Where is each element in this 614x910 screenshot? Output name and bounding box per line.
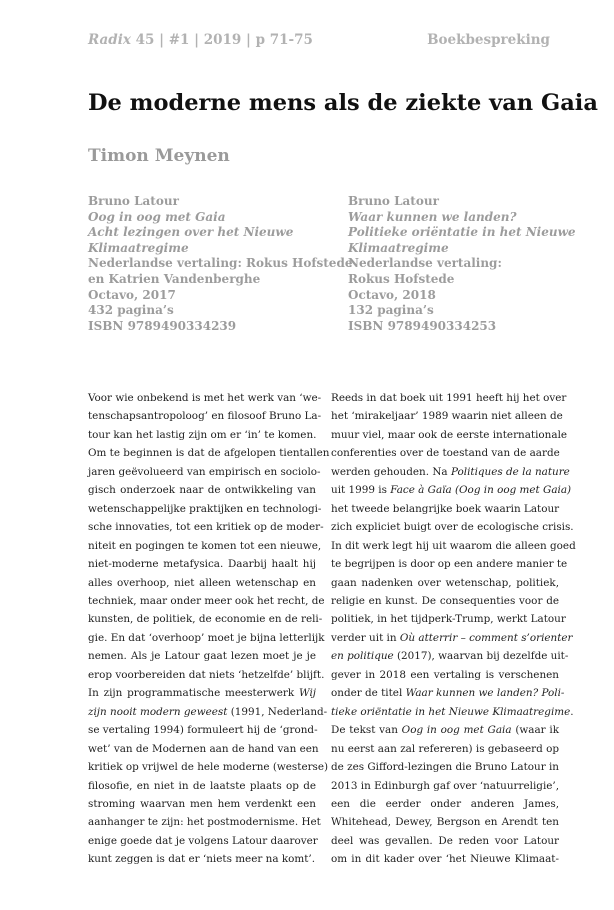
body-line: Voor wie onbekend is met het werk van ‘we- <box>88 392 322 404</box>
body-line: nu eerst aan zal refereren) is gebaseerd op <box>331 742 559 755</box>
body-text: werden gehouden. Na <box>331 465 451 478</box>
book-ref: zijn nooit modern geweest <box>88 705 228 718</box>
book-ref: Politiques de la nature <box>450 465 570 478</box>
body-line: het ‘mirakeljaar’ 1989 waarin niet alleen de <box>331 410 563 423</box>
section-label: Boekbespreking <box>427 32 550 48</box>
book-info-2 <box>348 194 588 334</box>
body-line <box>331 684 565 702</box>
book-translation: Rokus Hofstede <box>348 271 455 286</box>
body-line: politiek, in het tijdperk-Trump, werkt Latour <box>331 613 566 626</box>
body-line: gisch onderzoek naar de ontwikkeling van <box>88 484 316 497</box>
body-line: een die eerder onder anderen James, <box>331 797 559 810</box>
body-line: conferenties over de toestand van de aarde <box>331 447 560 460</box>
body-text: verder uit in <box>331 631 400 644</box>
body-line: aanhanger te zijn: het postmodernisme. Het <box>88 816 321 829</box>
body-line: tenschapsantropoloog’ en filosoof Bruno La- <box>88 410 322 423</box>
body-line: sche innovaties, tot een kritiek op de moder- <box>88 521 324 534</box>
body-line: stroming waarvan men hem verdenkt een <box>88 797 316 810</box>
body-line: alles overhoop, niet alleen wetenschap en <box>88 576 316 589</box>
body-text: (waar ik <box>511 724 560 737</box>
running-header <box>88 32 550 52</box>
body-text: . <box>570 705 574 718</box>
body-line: nemen. Als je Latour gaat lezen moet je je <box>88 650 316 663</box>
body-line: muur viel, maar ook de eerste internationale <box>331 428 568 441</box>
article-title: De moderne mens als de ziekte van Gaia <box>88 90 598 116</box>
body-text: De tekst van <box>331 724 402 737</box>
book-author: Bruno Latour <box>88 194 179 208</box>
body-line: Whitehead, Dewey, Bergson en Arendt ten <box>331 816 559 829</box>
book-subtitle: Acht lezingen over het Nieuwe <box>88 225 294 240</box>
body-line: gever in 2018 een vertaling is verschenen <box>331 668 559 681</box>
body-line: tour kan het lastig zijn om er ‘in’ te komen. <box>88 428 317 441</box>
body-line <box>88 703 328 721</box>
body-line: niet-moderne metafysica. Daarbij haalt hij <box>88 558 316 571</box>
book-author: Bruno Latour <box>348 194 439 208</box>
body-line: gie. En dat ‘overhoop’ moet je bijna letterlijk <box>88 631 325 644</box>
body-line: zich expliciet buigt over de ecologische crisis. <box>331 521 574 534</box>
body-line <box>88 684 316 702</box>
body-line: kunsten, de politiek, de economie en de reli- <box>88 613 323 626</box>
body-column-left <box>88 389 330 869</box>
body-text: In zijn programmatische meesterwerk <box>88 687 299 700</box>
book-ref: en politique <box>331 650 394 663</box>
book-title: Oog in oog met Gaia <box>88 209 226 224</box>
body-line: gaan nadenken over wetenschap, politiek, <box>331 576 559 589</box>
body-line: techniek, maar onder meer ook het recht, de <box>88 594 325 607</box>
body-line: wet’ van de Modernen aan de hand van een <box>88 742 319 755</box>
book-translation: en Katrien Vandenberghe <box>88 271 261 286</box>
body-line: religie en kunst. De consequenties voor de <box>331 594 559 607</box>
body-line: enige goede dat je volgens Latour daarover <box>88 834 318 847</box>
book-translation: Nederlandse vertaling: <box>348 256 502 271</box>
body-line <box>331 703 574 721</box>
body-text: uit 1999 is <box>331 484 391 497</box>
body-line: de zes Gifford-lezingen die Bruno Latour in <box>331 761 559 774</box>
body-line: Reeds in dat boek uit 1991 heeft hij het over <box>331 392 567 404</box>
body-line: niteit en pogingen te komen tot een nieuwe, <box>88 539 322 552</box>
body-text: (1991, Nederland- <box>227 705 328 718</box>
body-line: deel was gevallen. De reden voor Latour <box>331 834 559 847</box>
journal-citation <box>88 32 313 48</box>
book-title: Waar kunnen we landen? <box>348 209 517 224</box>
book-ref: Wij <box>298 687 316 700</box>
body-line <box>331 463 570 481</box>
article-author: Timon Meynen <box>88 146 230 166</box>
body-line <box>331 721 559 739</box>
book-subtitle: Klimaatregime <box>348 240 449 255</box>
body-line <box>331 629 573 647</box>
body-line: 2013 in Edinburgh gaf over ‘natuurreligie’, <box>331 779 560 792</box>
book-ref: tieke oriëntatie in het Nieuwe Klimaatregime <box>331 705 571 718</box>
book-publisher: Octavo, 2017 <box>88 287 176 302</box>
body-line: kunt zeggen is dat er ‘niets meer na komt’. <box>88 853 316 866</box>
body-line: wetenschappelijke praktijken en technologi- <box>88 502 322 515</box>
book-ref: Waar kunnen we landen? Poli- <box>405 687 565 700</box>
body-line <box>331 647 569 665</box>
book-info-1 <box>88 194 353 334</box>
body-column-right <box>331 389 576 869</box>
body-line: jaren geëvolueerd van empirisch en sociolo- <box>88 465 321 478</box>
journal-name: Radix <box>88 32 131 48</box>
book-ref: Face à Gaïa (Oog in oog met Gaia) <box>390 484 572 497</box>
body-text: onder de titel <box>331 687 406 700</box>
book-isbn: ISBN 9789490334253 <box>348 318 497 333</box>
body-line: In dit werk legt hij uit waarom die alleen goed <box>331 539 576 552</box>
body-text: (2017), waarvan bij dezelfde uit- <box>393 650 569 663</box>
body-line: het tweede belangrijke boek waarin Latour <box>331 502 560 515</box>
book-publisher: Octavo, 2018 <box>348 287 436 302</box>
book-isbn: ISBN 9789490334239 <box>88 318 237 333</box>
book-subtitle: Klimaatregime <box>88 240 189 255</box>
book-pages: 432 pagina’s <box>88 303 174 318</box>
book-ref: Où atterrir – comment s’orienter <box>399 631 573 644</box>
issue-info: 45 | #1 | 2019 | p 71-75 <box>130 32 313 48</box>
body-line: om in dit kader over ‘het Nieuwe Klimaat- <box>331 853 559 866</box>
book-translation: Nederlandse vertaling: Rokus Hofstede <box>88 256 353 271</box>
body-line: filosofie, en niet in de laatste plaats op de <box>88 779 316 792</box>
body-line <box>331 481 572 499</box>
body-line: te begrijpen is door op een andere manier te <box>331 558 568 571</box>
book-subtitle: Politieke oriëntatie in het Nieuwe <box>348 225 576 240</box>
book-pages: 132 pagina’s <box>348 303 434 318</box>
body-line: se vertaling 1994) formuleert hij de ‘grond- <box>88 724 318 737</box>
body-line: Om te beginnen is dat de afgelopen tientallen <box>88 447 330 460</box>
book-ref: Oog in oog met Gaia <box>401 724 512 737</box>
body-line: kritiek op vrijwel de hele moderne (westerse) <box>88 761 329 774</box>
body-line: erop voorbereiden dat niets ‘hetzelfde’ blijft. <box>88 668 325 681</box>
